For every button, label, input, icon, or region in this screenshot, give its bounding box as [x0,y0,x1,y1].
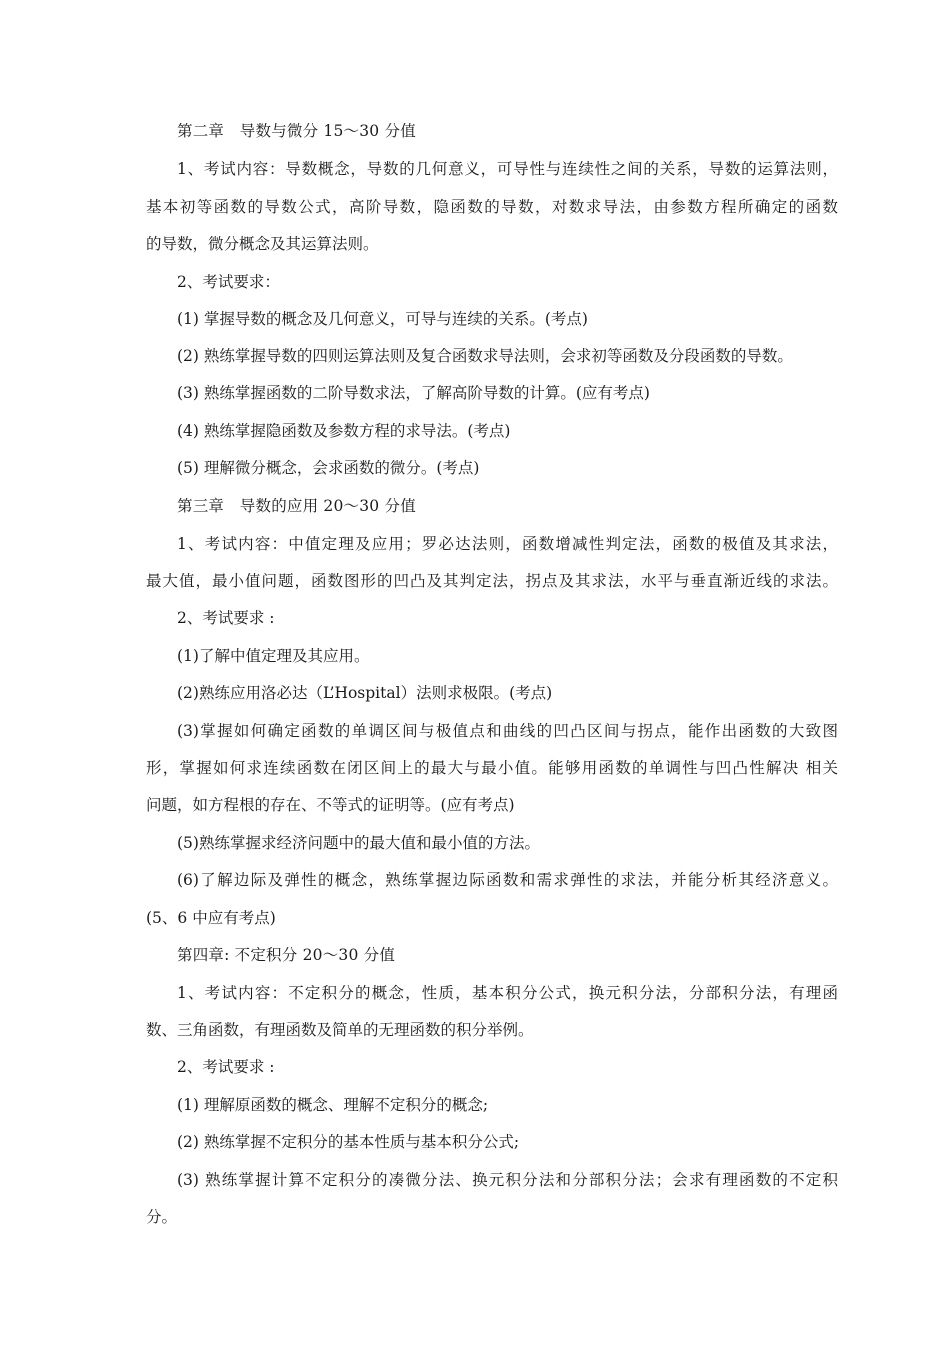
chapter-2-requirement-2: (2) 熟练掌握导数的四则运算法则及复合函数求导法则，会求初等函数及分段函数的导数。 [177,347,793,365]
chapter-4-title: 第四章: 不定积分 20～30 分值 [177,946,396,964]
chapter-3-requirement-3-line-3: 问题，如方程根的存在、不等式的证明等。(应有考点) [146,796,515,814]
chapter-3-requirement-2: (2)熟练应用洛必达（L’Hospital）法则求极限。(考点) [177,684,553,702]
chapter-2-requirement-4: (4) 熟练掌握隐函数及参数方程的求导法。(考点) [177,422,511,440]
chapter-4-requirements-title: 2、考试要求 : [177,1058,275,1076]
chapter-4-requirement-2: (2) 熟练掌握不定积分的基本性质与基本积分公式; [177,1133,520,1151]
chapter-4-requirement-3-line-1: (3) 熟练掌握计算不定积分的凑微分法、换元积分法和分部积分法；会求有理函数的不定积 [177,1171,838,1189]
chapter-3-requirement-6-line-1: (6)了解边际及弹性的概念，熟练掌握边际函数和需求弹性的求法，并能分析其经济意义。 [177,871,838,889]
chapter-3-requirement-3-line-2: 形，掌握如何求连续函数在闭区间上的最大与最小值。能够用函数的单调性与凹凸性解决 相关 [146,759,838,777]
chapter-2-content-line-1: 1、考试内容：导数概念，导数的几何意义，可导性与连续性之间的关系，导数的运算法则， [177,160,838,178]
chapter-4-content-line-2: 数、三角函数，有理函数及简单的无理函数的积分举例。 [146,1021,534,1039]
chapter-3-requirement-5: (5)熟练掌握求经济问题中的最大值和最小值的方法。 [177,834,540,852]
chapter-2-title: 第二章 导数与微分 15～30 分值 [177,122,416,140]
chapter-2-content-line-3: 的导数，微分概念及其运算法则。 [146,235,379,253]
chapter-3-requirements-title: 2、考试要求 : [177,609,275,627]
chapter-2-requirement-3: (3) 熟练掌握函数的二阶导数求法，了解高阶导数的计算。(应有考点) [177,384,650,402]
chapter-3-requirement-6-line-2: (5、6 中应有考点) [146,909,276,927]
chapter-3-content-line-1: 1、考试内容：中值定理及应用；罗必达法则，函数增减性判定法，函数的极值及其求法， [177,535,838,553]
chapter-3-content-line-2: 最大值，最小值问题，函数图形的凹凸及其判定法，拐点及其求法，水平与垂直渐近线的求法。 [146,572,838,590]
chapter-3-requirement-1: (1)了解中值定理及其应用。 [177,647,370,665]
chapter-4-requirement-3-line-2: 分。 [146,1208,178,1226]
chapter-2-requirement-5: (5) 理解微分概念，会求函数的微分。(考点) [177,459,480,477]
chapter-2-content-line-2: 基本初等函数的导数公式，高阶导数，隐函数的导数，对数求导法，由参数方程所确定的函数 [146,198,838,216]
chapter-2-requirement-1: (1) 掌握导数的概念及几何意义，可导与连续的关系。(考点) [177,310,588,328]
chapter-4-requirement-1: (1) 理解原函数的概念、理解不定积分的概念; [177,1096,489,1114]
chapter-3-title: 第三章 导数的应用 20～30 分值 [177,497,416,515]
chapter-2-requirements-title: 2、考试要求： [177,273,280,291]
chapter-3-requirement-3-line-1: (3)掌握如何确定函数的单调区间与极值点和曲线的凹凸区间与拐点，能作出函数的大致图 [177,722,838,740]
chapter-4-content-line-1: 1、考试内容：不定积分的概念，性质，基本积分公式，换元积分法，分部积分法，有理函 [177,984,838,1002]
